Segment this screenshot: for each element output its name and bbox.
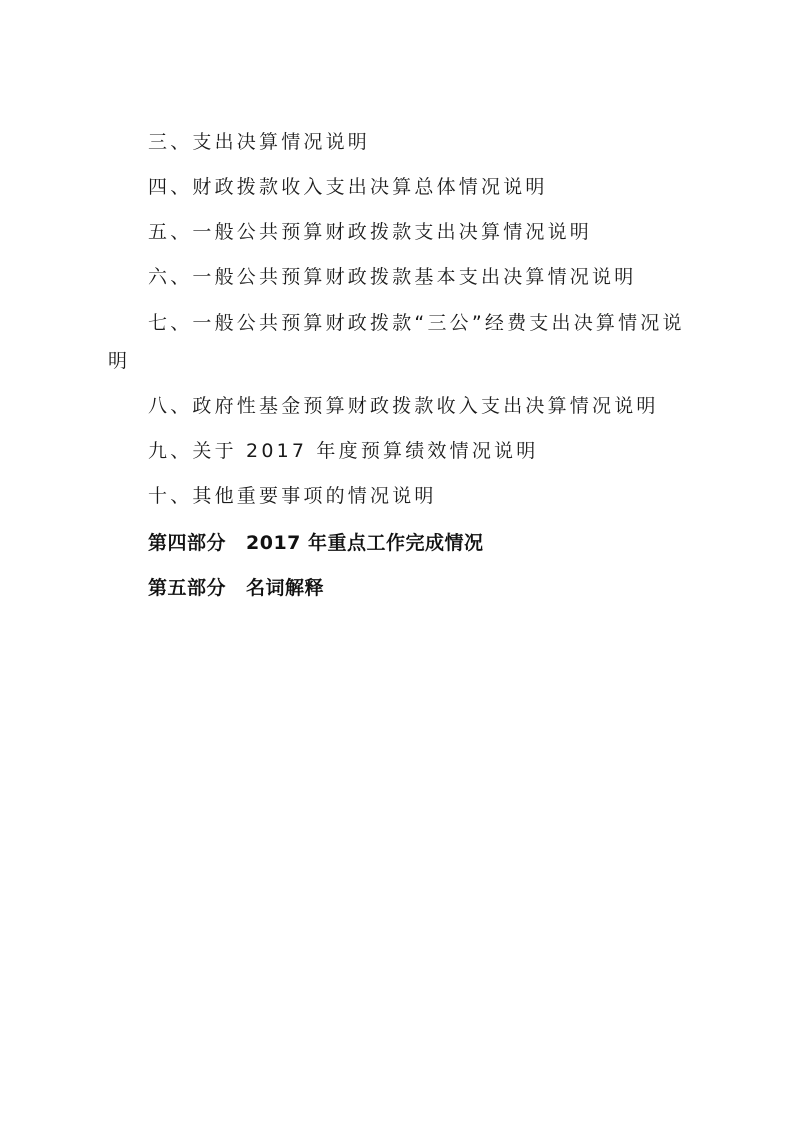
- toc-item-6: 六、一般公共预算财政拨款基本支出决算情况说明: [148, 266, 637, 288]
- toc-part-5: [148, 576, 324, 600]
- toc-part-4-title: 2017 年重点工作完成情况: [246, 532, 484, 554]
- toc-item-3: 三、支出决算情况说明: [148, 131, 371, 153]
- toc-part-4: [148, 531, 484, 555]
- toc-part-5-title: 名词解释: [246, 577, 325, 599]
- toc-item-10: 十、其他重要事项的情况说明: [148, 485, 437, 507]
- toc-part-5-label: 第五部分: [148, 577, 227, 599]
- toc-item-9: 九、关于 2017 年度预算绩效情况说明: [148, 440, 539, 462]
- toc-item-7: 七、一般公共预算财政拨款“三公”经费支出决算情况说: [148, 312, 685, 334]
- toc-item-7-continuation: 明: [108, 350, 131, 372]
- toc-item-8: 八、政府性基金预算财政拨款收入支出决算情况说明: [148, 395, 659, 417]
- toc-item-4: 四、财政拨款收入支出决算总体情况说明: [148, 176, 548, 198]
- toc-item-5: 五、一般公共预算财政拨款支出决算情况说明: [148, 221, 593, 243]
- toc-part-4-label: 第四部分: [148, 532, 227, 554]
